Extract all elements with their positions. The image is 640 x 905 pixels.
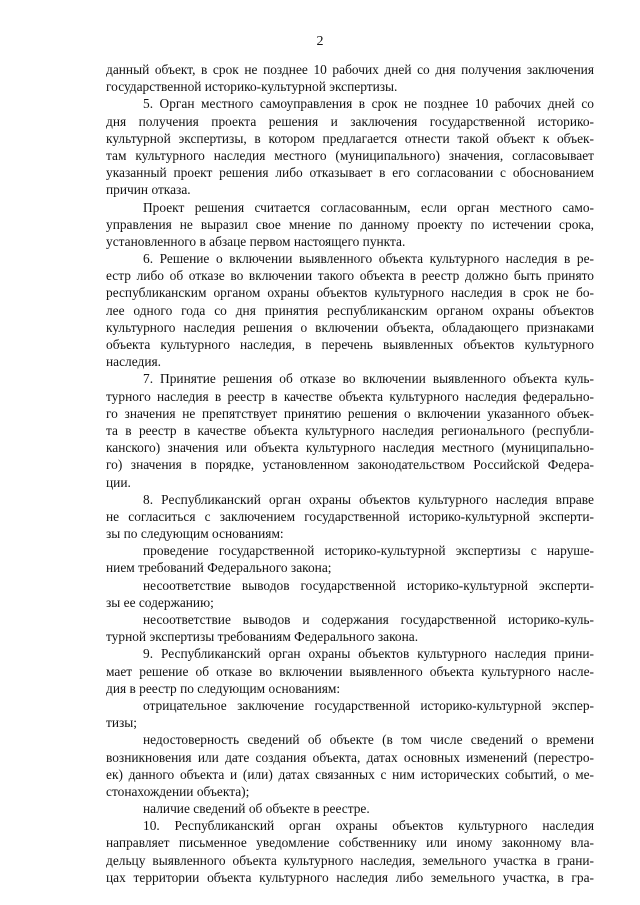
text-line: Проект решения считается согласованным, если орган местного само- — [143, 199, 594, 215]
text-line: дельцу выявленного объекта культурного наследия, земельного участка в грани- — [106, 852, 594, 868]
text-line: управления не выразил свое мнение по данному проекту по истечении срока, — [106, 216, 594, 232]
text-line: го) значения в порядке, установленном законодательством Российской Федера- — [106, 457, 594, 473]
text-line: республиканским органом охраны объектов культурного наследия в срок не бо- — [106, 285, 594, 301]
document-body — [106, 61, 594, 886]
text-line: цах территории объекта культурного наследия либо земельного участка, в гра- — [106, 869, 594, 885]
text-line: дия в реестр по следующим основаниям: — [106, 680, 341, 696]
text-line: объекта культурного наследия, в перечень выявленных объектов культурного — [106, 337, 594, 352]
text-line: наследия. — [106, 354, 161, 370]
text-line: нием требований Федерального закона; — [106, 560, 332, 576]
text-line: дня получения проекта решения и заключения государственной историко- — [106, 113, 594, 129]
text-line: ек) данного объекта и (или) датах связанных с ним исторических событий, о ме- — [106, 766, 594, 782]
text-line: отрицательное заключение государственной историко-культурной экспер- — [143, 697, 594, 713]
text-line: 5. Орган местного самоуправления в срок не позднее 10 рабочих дней со — [143, 96, 594, 112]
text-line: зы по следующим основаниям: — [106, 526, 284, 542]
page-number: 2 — [316, 34, 324, 49]
text-line: несоответствие выводов государственной историко-культурной эксперти- — [143, 577, 594, 593]
text-line: проведение государственной историко-культурной экспертизы с наруше- — [143, 543, 594, 559]
text-line: возникновения или дате создания объекта, датах основных изменений (перестро- — [106, 749, 594, 765]
text-line: не согласиться с заключением государственной историко-культурной эксперти- — [106, 508, 594, 524]
text-line: 10. Республиканский орган охраны объектов культурного наследия — [143, 818, 594, 834]
text-line: лее одного года со дня принятия республиканским органом охраны объектов — [106, 302, 594, 318]
text-line: 7. Принятие решения об отказе во включении выявленного объекта куль- — [143, 371, 594, 387]
text-line: та в реестр в качестве объекта культурного наследия регионального (республи- — [106, 422, 594, 438]
text-line: установленного в абзаце первом настоящего пункта. — [106, 233, 406, 249]
text-line: мает решение об отказе во включении выявленного объекта культурного насле- — [106, 663, 594, 679]
text-line: указанный проект решения либо отказывает в его согласовании с обоснованием — [106, 165, 594, 181]
text-line: тизы; — [106, 715, 138, 731]
text-line: наличие сведений об объекте в реестре. — [143, 801, 370, 817]
text-line: зы ее содержанию; — [106, 594, 214, 610]
text-line: направляет письменное уведомление собственнику или иному законному вла- — [106, 835, 594, 851]
text-line: канского) значения или объекта культурного наследия местного (муниципально- — [106, 440, 594, 456]
text-line: го значения не препятствует принятию решения о включении указанного объек- — [106, 405, 594, 421]
text-line: данный объект, в срок не позднее 10 рабочих дней со дня получения заключения — [106, 62, 594, 77]
text-line: ции. — [106, 474, 131, 490]
text-line: турного наследия в реестр в качестве объекта культурного наследия федерально- — [106, 388, 594, 404]
text-line: государственной историко-культурной экспертизы. — [106, 79, 398, 95]
text-line: естр либо об отказе во включении такого объекта в реестр должно быть принято — [106, 268, 594, 284]
text-line: там культурного наследия местного (муниципального) значения, согласовывает — [106, 147, 594, 163]
text-line: стонахождении объекта); — [106, 783, 250, 799]
text-line: недостоверность сведений об объекте (в том числе сведений о времени — [143, 732, 594, 748]
text-line: 6. Решение о включении выявленного объекта культурного наследия в ре- — [143, 251, 594, 267]
text-line: культурного наследия решения о включении объекта, обладающего признаками — [106, 319, 594, 335]
text-line: турной экспертизы требованиям Федерального закона. — [106, 629, 419, 645]
text-line: культурной экспертизы, в котором предлагается отнести такой объект к объек- — [106, 130, 594, 146]
text-line: несоответствие выводов и содержания государственной историко-куль- — [143, 612, 594, 627]
text-line: 8. Республиканский орган охраны объектов культурного наследия вправе — [143, 491, 594, 507]
text-line: 9. Республиканский орган охраны объектов культурного наследия прини- — [143, 646, 594, 662]
text-line: причин отказа. — [106, 182, 191, 198]
